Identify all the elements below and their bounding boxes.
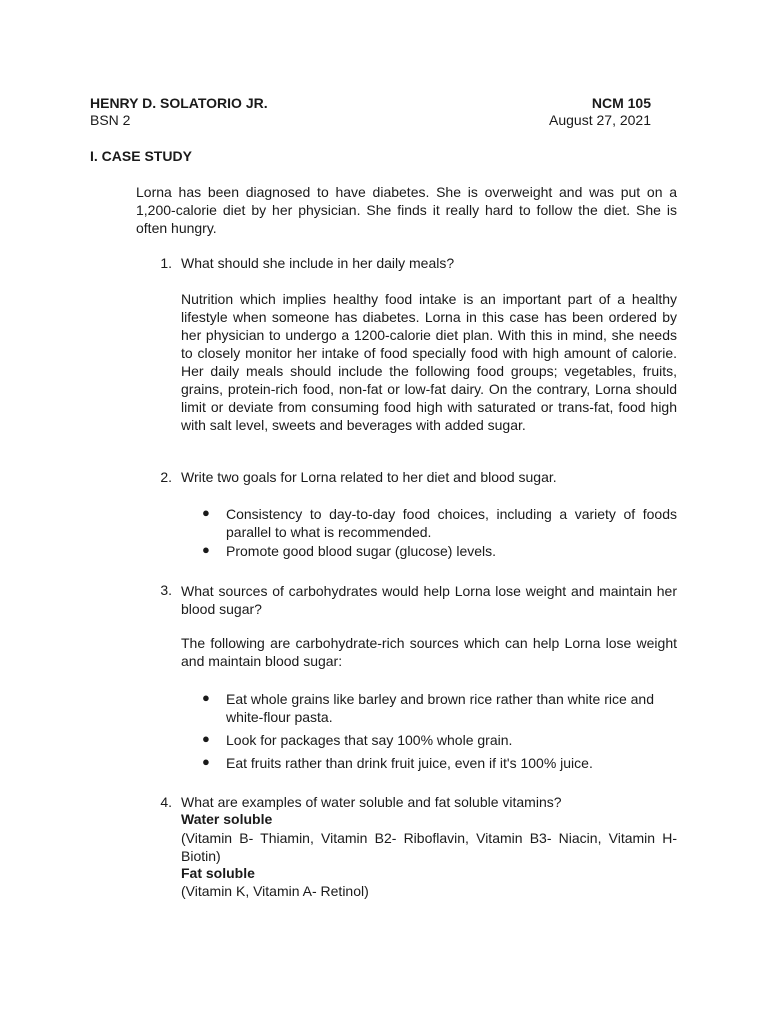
question-3-text: What sources of carbohydrates would help Lorna lose weight and maintain her blood sugar? <box>181 583 677 617</box>
water-soluble-heading: Water soluble <box>181 811 273 827</box>
bullet-icon: ● <box>202 505 210 520</box>
question-4-text: What are examples of water soluble and fat soluble vitamins? <box>181 794 562 810</box>
goal-item-1: Consistency to day-to-day food choices, including a variety of foods parallel to what is recommended. <box>226 506 677 540</box>
question-4-number: 4. <box>160 794 172 810</box>
intro-paragraph: Lorna has been diagnosed to have diabetes. She is overweight and was put on a 1,200-calorie diet by her physician. She finds it really hard to follow the diet. She is often hungry. <box>136 184 677 236</box>
question-2-text: Write two goals for Lorna related to her diet and blood sugar. <box>181 469 557 485</box>
fat-soluble-text: (Vitamin K, Vitamin A- Retinol) <box>181 883 369 899</box>
goal-item-2: Promote good blood sugar (glucose) levels. <box>226 543 497 559</box>
carb-source-item-2: Look for packages that say 100% whole grain. <box>226 732 513 748</box>
carb-source-item-3: Eat fruits rather than drink fruit juice, even if it's 100% juice. <box>226 755 593 771</box>
section-title: I. CASE STUDY <box>90 148 192 164</box>
carb-source-item-1: Eat whole grains like barley and brown rice rather than white rice and white-flour pasta. <box>226 691 655 725</box>
bullet-icon: ● <box>202 542 210 557</box>
question-3-number: 3. <box>160 582 172 598</box>
question-1-text: What should she include in her daily meals? <box>181 255 455 271</box>
course-code: NCM 105 <box>591 95 651 111</box>
bullet-icon: ● <box>202 690 210 705</box>
section-label: BSN 2 <box>90 112 131 128</box>
question-1-number: 1. <box>160 255 172 271</box>
fat-soluble-heading: Fat soluble <box>181 865 255 881</box>
question-1-answer: Nutrition which implies healthy food intake is an important part of a healthy lifestyle when someone has diabetes. Lorna in this case has been ordered by her physician to undergo a 1200-calorie diet plan. With this in mind, she needs to closely monitor her intake of food specially food with high amount of calorie. Her daily meals should include the following food groups; vegetables, fruits, grains, protein-rich food, non-fat or low-fat dairy. On the contrary, Lorna should limit or deviate from consuming food high with saturated or trans-fat, food high with salt level, sweets and beverages with added sugar. <box>181 291 677 433</box>
bullet-icon: ● <box>202 754 210 769</box>
water-soluble-text: (Vitamin B- Thiamin, Vitamin B2- Riboflavin, Vitamin B3- Niacin, Vitamin H- Biotin) <box>181 830 677 864</box>
question-3-answer: The following are carbohydrate-rich sources which can help Lorna lose weight and maintain blood sugar: <box>181 635 677 669</box>
bullet-icon: ● <box>202 731 210 746</box>
author-name: HENRY D. SOLATORIO JR. <box>90 95 268 111</box>
document-date: August 27, 2021 <box>549 112 651 128</box>
question-2-number: 2. <box>160 469 172 485</box>
